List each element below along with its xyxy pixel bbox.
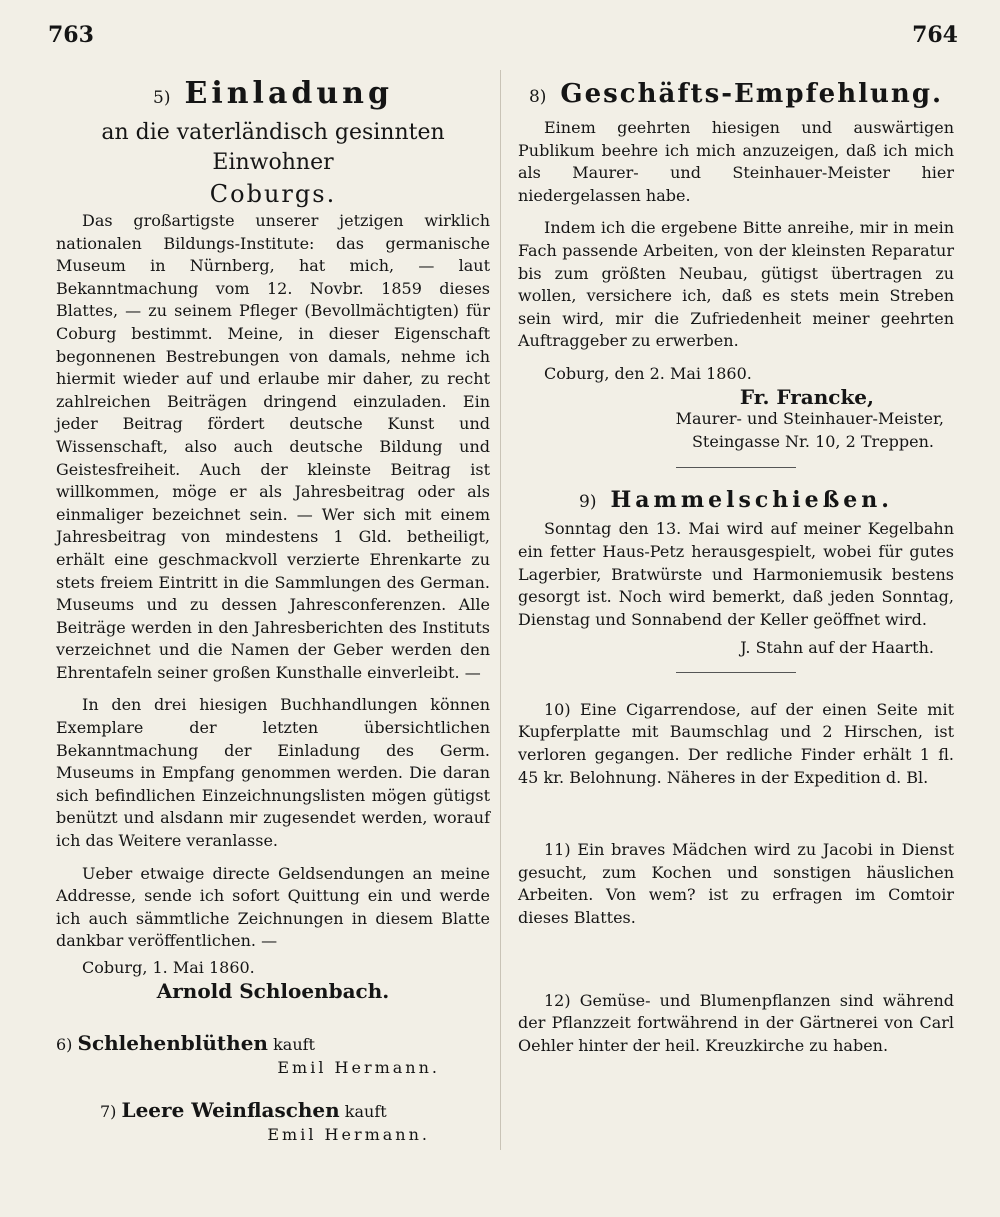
ad5-paragraph-3: Ueber etwaige directe Geldsendungen an meine Addresse, sende ich sofort Quittung ein und werde ich auch sämmtliche Zeichnungen in diesem Blatte dankbar veröffentlichen. —: [56, 863, 490, 951]
ad7-title: Leere Weinflaschen: [121, 1098, 340, 1123]
ad8-number: 8): [528, 87, 547, 107]
page-number-right: 764: [912, 22, 958, 48]
ad9-signature: J. Stahn auf der Haarth.: [740, 638, 934, 658]
ad7-verb: kauft: [344, 1102, 387, 1122]
ad9-paragraph: Sonntag den 13. Mai wird auf meiner Kegelbahn ein fetter Haus-Petz herausgespielt, wobei für gutes Lagerbier, Bratwürste und Harmoniemusik bestens gesorgt ist. Noch wird bemerkt, daß jeden Sonntag, Dienstag und Sonnabend der Keller geöffnet wird.: [518, 519, 954, 629]
ad9-heading: [518, 484, 954, 518]
column-divider: [500, 70, 501, 1150]
ad7-line: [56, 1099, 490, 1124]
ad8-signature-line-2: Maurer- und Steinhauer-Meister,: [675, 409, 944, 429]
ad5-town: Coburgs.: [209, 180, 337, 208]
ad11-paragraph: 11) Ein braves Mädchen wird zu Jacobi in Dienst gesucht, zum Kochen und sonstigen häuslichen Arbeiten. Von wem? ist zu erfragen im Comtoir dieses Blattes.: [518, 840, 954, 928]
ad8-dateline: Coburg, den 2. Mai 1860.: [544, 363, 752, 383]
ad7-number: 7): [100, 1102, 117, 1122]
ad5-heading: [56, 74, 490, 118]
ad9-rule: [676, 672, 796, 673]
ad6-verb: kauft: [273, 1035, 315, 1055]
ad7-name: Emil Hermann.: [267, 1124, 430, 1144]
ad6-line: [56, 1032, 490, 1057]
ad8-paragraph-1: Einem geehrten hiesigen und auswärtigen Publikum beehre ich mich anzuzeigen, daß ich mich als Maurer- und Steinhauer-Meister hier niedergelassen habe.: [518, 118, 954, 205]
ad6-title: Schlehenblüthen: [77, 1031, 268, 1056]
ad9-number: 9): [579, 492, 597, 513]
right-column: [518, 74, 954, 1057]
ad6-number: 6): [56, 1035, 73, 1055]
ad5-signature: Arnold Schloenbach.: [156, 978, 390, 1003]
ad5-paragraph-2: In den drei hiesigen Buchhandlungen können Exemplare der letzten übersichtlichen Bekanntmachung der Einladung des Germ. Museums in Empfang genommen werden. Die daran sich befindlichen Einzeichnungslisten mögen gütigst benützt und alsdann mir zugesendet werden, worauf ich das Weitere veranlasse.: [56, 695, 490, 851]
ad5-number: 5): [153, 88, 171, 108]
ad8-title: Geschäfts-Empfehlung.: [560, 79, 944, 109]
ad5-title: Einladung: [184, 76, 393, 111]
ad8-signature-line-3: Steingasse Nr. 10, 2 Treppen.: [691, 431, 934, 451]
ad5-dateline: Coburg, 1. Mai 1860.: [82, 958, 255, 977]
ad5-paragraph-1: Das großartigste unserer jetzigen wirklich nationalen Bildungs-Institute: das germanische Museum in Nürnberg, hat mich, — laut Bekanntmachung vom 12. Novbr. 1859 dieses Blattes, — zu seinem Pfleger (Bevollmächtigten) für Coburg bestimmt. Meine, in dieser Eigenschaft begonnenen Bestrebungen von damals, nehme ich hiermit wieder auf und erlaube mir daher, zu recht zahlreichen Beiträgen dringend einzuladen. Ein jeder Beitrag fördert deutsche Kunst und Wissenschaft, also auch deutsche Bildung und Geistesfreiheit. Auch der kleinste Beitrag ist willkommen, möge er als Jahresbeitrag oder als einmaliger bezeichnet sein. — Wer sich mit einem Jahresbeitrag von mindestens 1 Gld. betheiligt, erhält eine geschmackvoll verzierte Ehrenkarte zu stets freiem Eintritt in die Sammlungen des German. Museums und zu dessen Jahresconferenzen. Alle Beiträge werden in den Jahresberichten des Instituts verzeichnet und die Namen der Geber werden den Ehrentafeln seiner großen Kunsthalle einverleibt. —: [56, 211, 490, 682]
ad8-paragraph-2: Indem ich die ergebene Bitte anreihe, mir in mein Fach passende Arbeiten, von der kleinsten Reparatur bis zum größten Neubau, gütigst übertragen zu wollen, versichere ich, daß es stets mein Streben sein wird, mir die Zufriedenheit meiner geehrten Auftraggeber zu erwerben.: [518, 218, 954, 351]
ad8-heading: [518, 74, 954, 117]
ad9-title: Hammelschießen.: [610, 487, 893, 514]
ad6-name: Emil Hermann.: [277, 1057, 440, 1077]
ad8-rule: [676, 467, 796, 468]
ad12-paragraph: 12) Gemüse- und Blumenpflanzen sind während der Pflanzzeit fortwährend in der Gärtnerei von Carl Oehler hinter der heil. Kreuzkirche zu haben.: [518, 990, 954, 1055]
ad10-paragraph: 10) Eine Cigarrendose, auf der einen Seite mit Kupferplatte mit Baumschlag und 2 Hirschen, ist verloren gegangen. Der redliche Finder erhält 1 fl. 45 kr. Belohnung. Näheres in der Expedition d. Bl.: [518, 699, 954, 787]
ad5-subtitle: an die vaterländisch gesinnten Einwohner: [101, 120, 445, 175]
left-column: [56, 74, 490, 1147]
page-number-left: 763: [48, 22, 94, 48]
ad8-signature: Fr. Francke,: [739, 384, 874, 409]
